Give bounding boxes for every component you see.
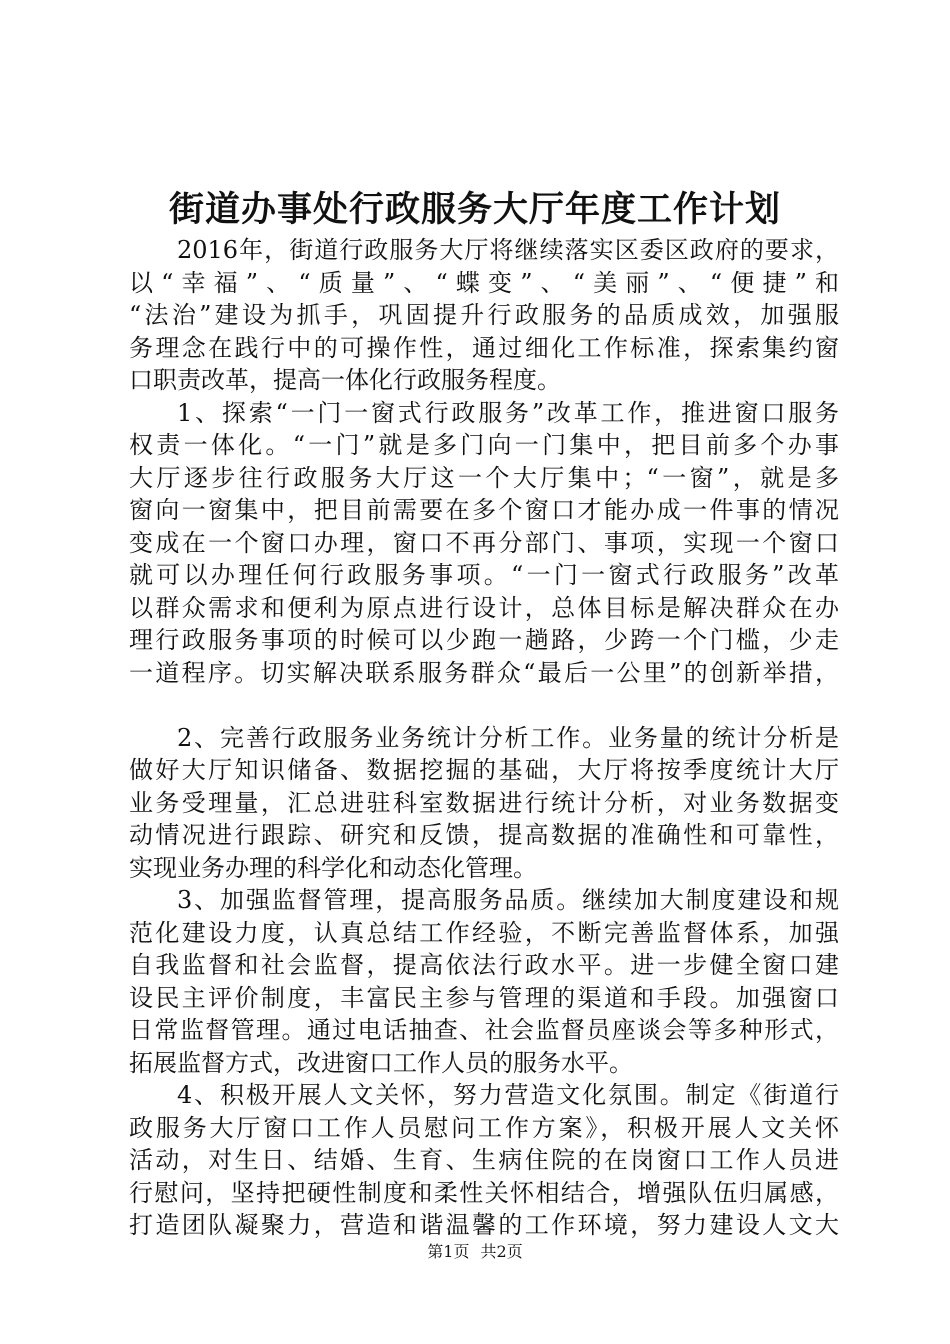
text-line: 2、完善行政服务业务统计分析工作。业务量的统计分析是 [177, 723, 839, 752]
paragraph-item-1 [129, 397, 839, 722]
text-line: 1、探索“一门一窗式行政服务”改革工作，推进窗口服务 [177, 398, 839, 427]
text-line: 理行政服务事项的时候可以少跑一趟路，少跨一个门槛，少走 [129, 626, 839, 654]
paragraph-intro [129, 234, 839, 397]
text-line: 实现业务办理的科学化和动态化管理。 [129, 853, 537, 882]
blank-line [129, 689, 839, 722]
text-line: 范化建设力度，认真总结工作经验，不断完善监督体系，加强 [129, 918, 839, 947]
text-line: “法治”建设为抓手，巩固提升行政服务的品质成效，加强服 [129, 301, 839, 329]
text-line: 就可以办理任何行政服务事项。“一门一窗式行政服务”改革 [129, 561, 839, 589]
text-line: 日常监督管理。通过电话抽查、社会监督员座谈会等多种形式， [129, 1016, 839, 1044]
document-body [129, 234, 839, 1242]
paragraph-item-2 [129, 722, 839, 885]
text-line: 动情况进行跟踪、研究和反馈，提高数据的准确性和可靠性， [129, 821, 839, 849]
text-line: 口职责改革，提高一体化行政服务程度。 [129, 366, 561, 394]
document-title: 街道办事处行政服务大厅年度工作计划 [168, 189, 781, 230]
page-number-footer: 第1页 共2页 [427, 1242, 523, 1261]
text-line: 打造团队凝聚力，营造和谐温馨的工作环境，努力建设人文大 [129, 1211, 839, 1239]
text-line: 3、加强监督管理，提高服务品质。继续加大制度建设和规 [177, 886, 839, 914]
text-line: 务理念在践行中的可操作性，通过细化工作标准，探索集约窗 [129, 333, 839, 362]
text-line: 权责一体化。“一门”就是多门向一门集中，把目前多个办事 [129, 431, 839, 459]
text-line: 设民主评价制度，丰富民主参与管理的渠道和手段。加强窗口 [129, 983, 839, 1012]
paragraph-item-4 [129, 1079, 839, 1242]
text-line: 做好大厅知识储备、数据挖掘的基础，大厅将按季度统计大厅 [129, 756, 839, 784]
text-line: 4、积极开展人文关怀，努力营造文化氛围。制定《街道行 [177, 1081, 839, 1109]
text-line: 业务受理量，汇总进驻科室数据进行统计分析，对业务数据变 [129, 788, 839, 817]
text-line: 以“幸福”、“质量”、“蝶变”、“美丽”、“便捷”和 [129, 268, 839, 297]
text-line: 拓展监督方式，改进窗口工作人员的服务水平。 [129, 1048, 633, 1077]
text-line: 以群众需求和便利为原点进行设计，总体目标是解决群众在办 [129, 593, 839, 622]
text-line: 活动，对生日、结婚、生育、生病住院的在岗窗口工作人员进 [129, 1146, 839, 1174]
text-line: 自我监督和社会监督，提高依法行政水平。进一步健全窗口建 [129, 951, 839, 979]
text-line: 窗向一窗集中，把目前需要在多个窗口才能办成一件事的情况 [129, 496, 839, 524]
text-line: 政服务大厅窗口工作人员慰问工作方案》，积极开展人文关怀 [129, 1113, 839, 1142]
text-line: 一道程序。切实解决联系服务群众“最后一公里”的创新举措， [129, 658, 839, 687]
text-line: 行慰问，坚持把硬性制度和柔性关怀相结合，增强队伍归属感， [129, 1178, 839, 1207]
text-line: 2016年，街道行政服务大厅将继续落实区委区政府的要求， [177, 236, 839, 264]
text-line: 大厅逐步往行政服务大厅这一个大厅集中；“一窗”，就是多 [129, 463, 839, 492]
text-line: 变成在一个窗口办理，窗口不再分部门、事项，实现一个窗口 [129, 528, 839, 557]
paragraph-item-3 [129, 884, 839, 1079]
